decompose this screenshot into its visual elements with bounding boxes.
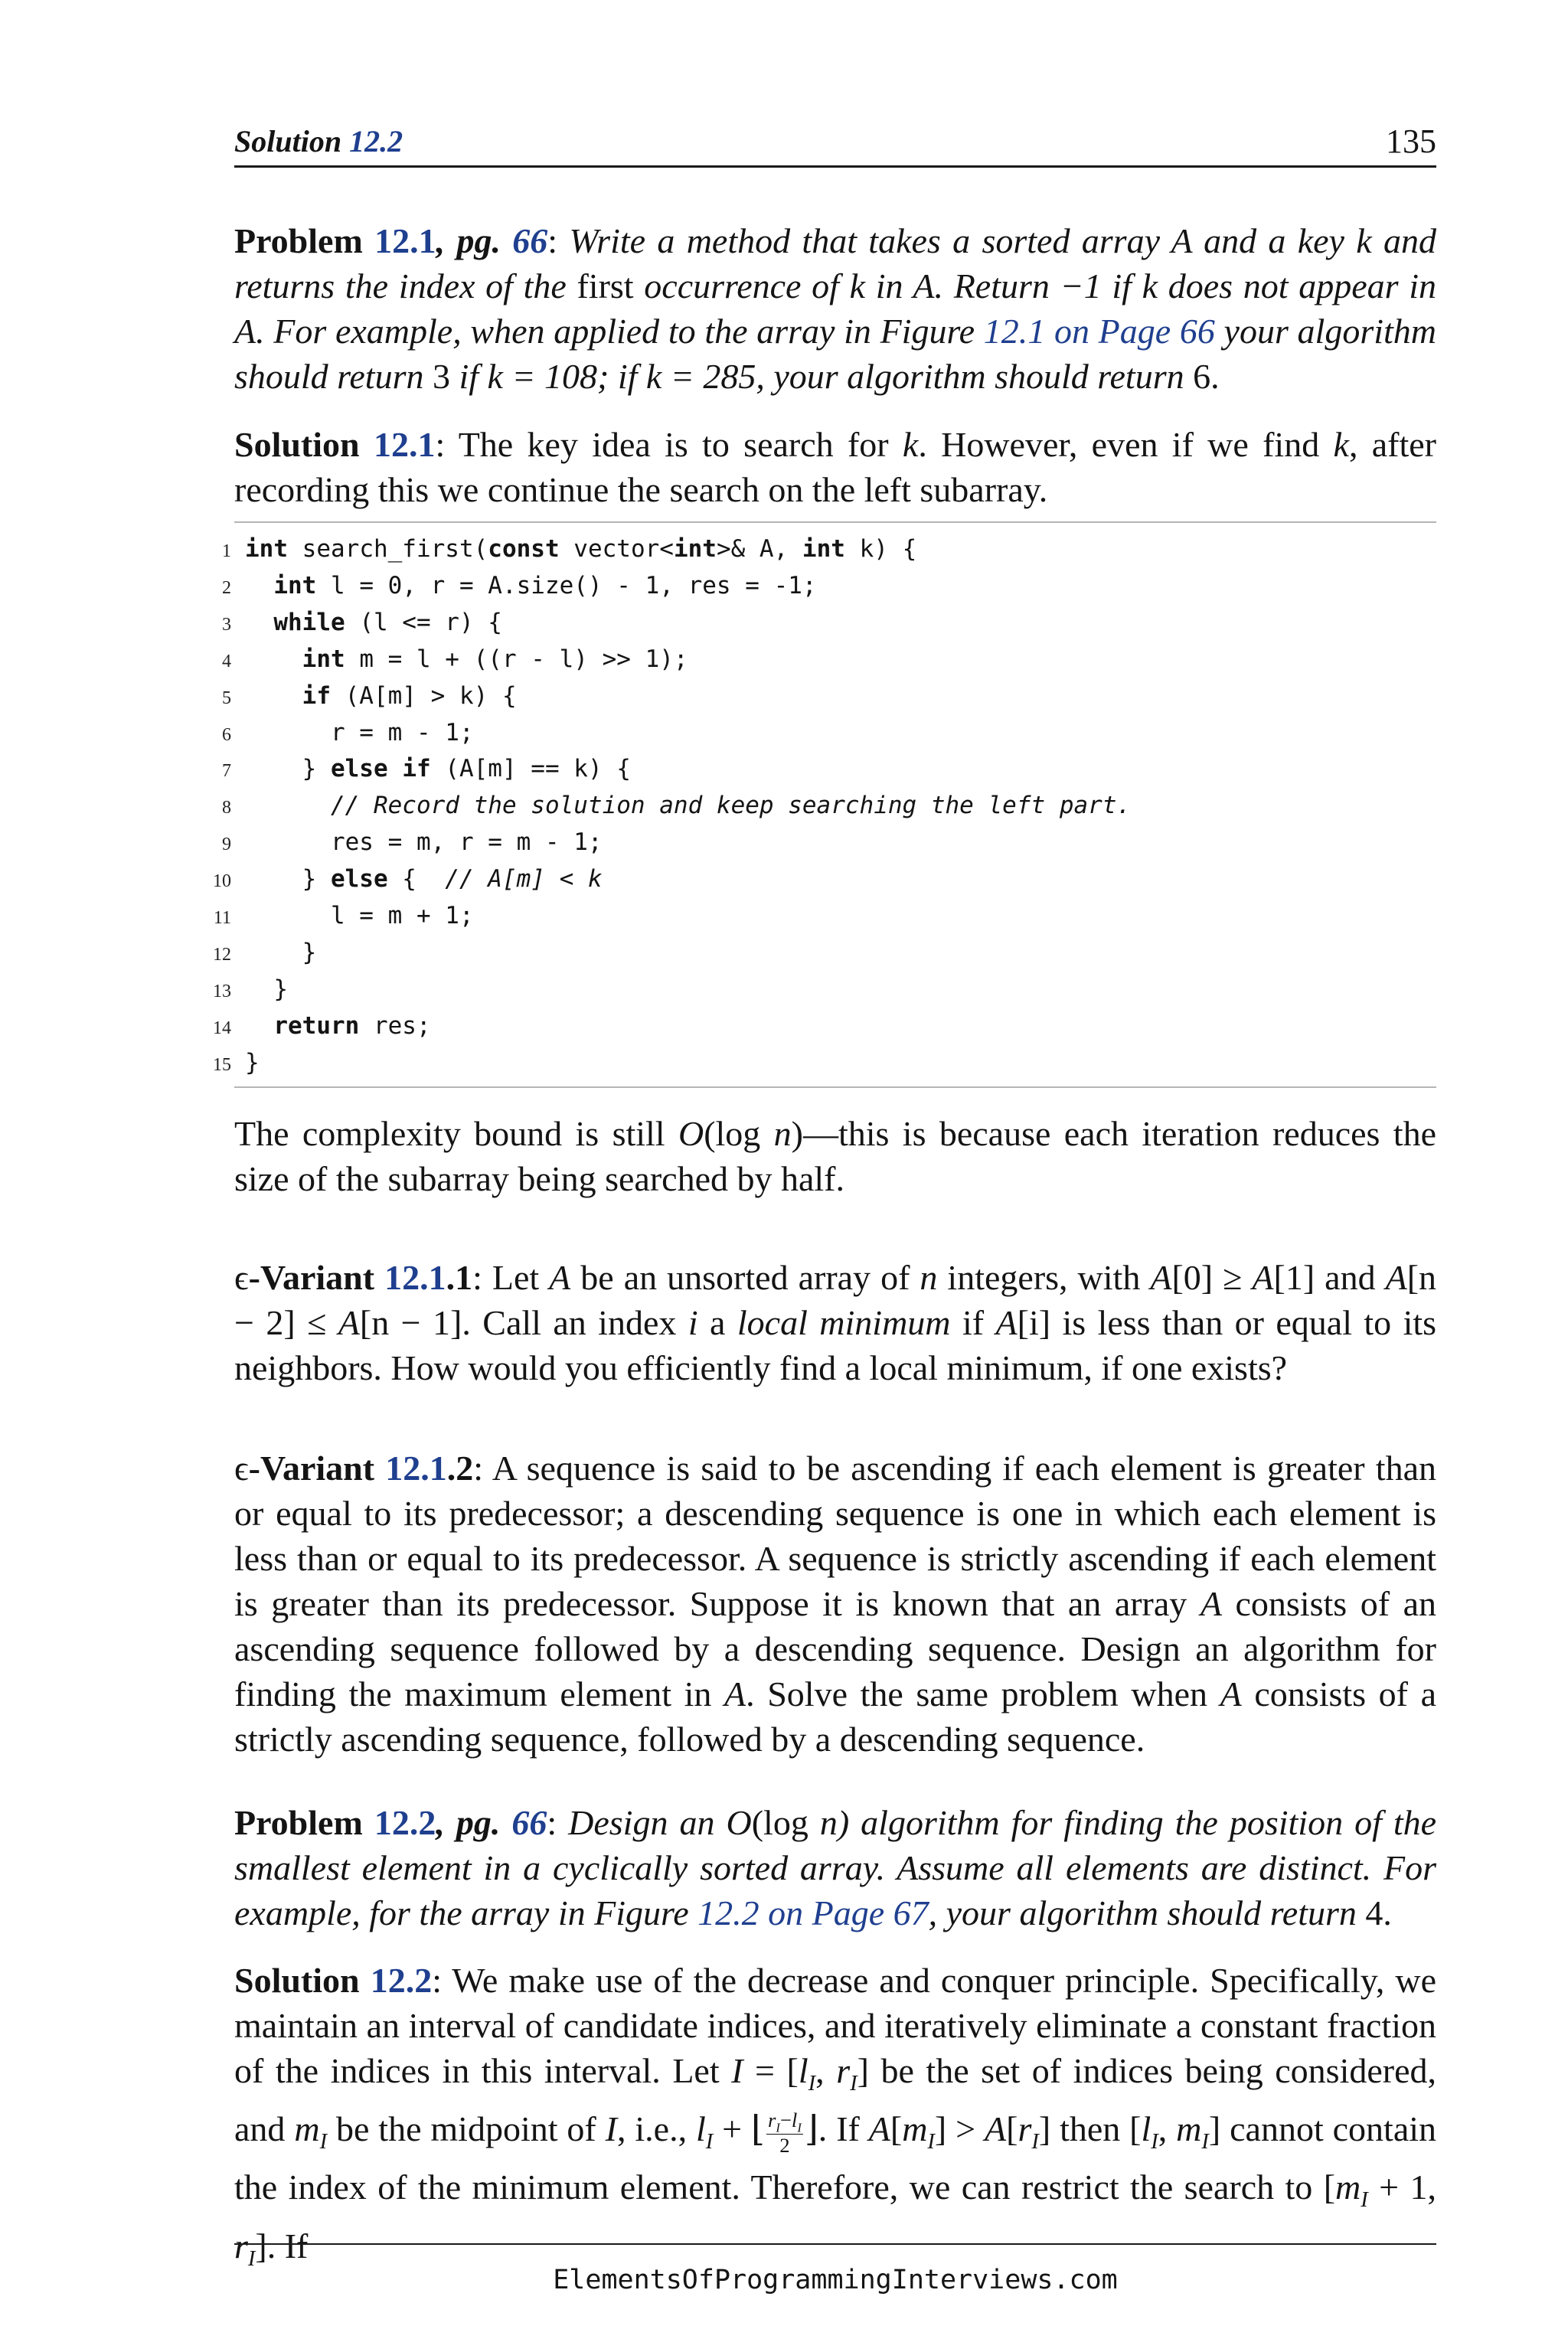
- code-line: [205, 865, 1436, 901]
- problem-label: Problem: [234, 1803, 363, 1842]
- line-number: 11: [213, 908, 231, 928]
- var-m: m: [902, 2109, 928, 2149]
- variant-text: integers, with: [947, 1258, 1141, 1297]
- variant-text: a: [710, 1303, 726, 1342]
- line-number: 6: [222, 724, 231, 745]
- var-a: A: [724, 1674, 746, 1713]
- variant-link[interactable]: 12.1: [385, 1449, 447, 1488]
- fraction-numerator: [766, 2109, 803, 2135]
- pg-link[interactable]: 66: [512, 221, 548, 260]
- problem-value: 4.: [1365, 1893, 1392, 1932]
- var-a: A: [338, 1303, 360, 1342]
- code-text: } else { // A[m] < k: [245, 865, 603, 893]
- var-a: A: [1252, 1258, 1274, 1297]
- var-n: n: [773, 1114, 792, 1153]
- solution-text: = [: [755, 2051, 799, 2090]
- variant-label: -Variant: [248, 1449, 375, 1488]
- problem-12-2: [234, 1800, 1436, 1936]
- code-line: [205, 1012, 1436, 1048]
- variant-text: Let: [492, 1258, 540, 1297]
- problem-text: if k = 108; if k = 285, your algorithm should return: [459, 357, 1184, 396]
- problem-link[interactable]: 12.1: [374, 221, 436, 260]
- pg-label: , pg.: [436, 221, 501, 260]
- sub-I: I: [705, 2130, 714, 2154]
- var-I: I: [605, 2109, 617, 2149]
- solution-text: [: [1006, 2109, 1018, 2149]
- code-listing: [205, 521, 1436, 1088]
- solution-link[interactable]: 12.1: [373, 425, 436, 464]
- fraction-denominator: 2: [779, 2134, 790, 2158]
- var-n: n: [920, 1258, 938, 1297]
- code-line: [205, 572, 1436, 608]
- variant-text: . Solve the same problem when: [746, 1674, 1208, 1713]
- line-number: 9: [222, 835, 231, 855]
- line-number: 15: [213, 1054, 231, 1075]
- variant-subnumber: .1: [446, 1258, 473, 1297]
- variant-text: [0] ≥: [1171, 1258, 1243, 1297]
- colon: :: [473, 1449, 484, 1488]
- code-text: res = m, r = m - 1;: [245, 828, 603, 857]
- sub-I: I: [247, 2246, 256, 2271]
- sub-I: I: [1201, 2130, 1209, 2154]
- line-number: 1: [222, 541, 231, 561]
- variant-12-1-2: [234, 1446, 1436, 1762]
- solution-text: , i.e.,: [616, 2109, 688, 2149]
- comma: ,: [1158, 2109, 1168, 2149]
- var-r: r: [1018, 2109, 1032, 2149]
- code-line: [205, 755, 1436, 791]
- var-i: i: [688, 1303, 698, 1342]
- code-line: [205, 902, 1436, 938]
- big-o: O: [726, 1803, 752, 1842]
- line-number: 13: [213, 981, 231, 1001]
- solution-text: The key idea is to search for: [458, 425, 889, 464]
- variant-text: consists of an ascending sequence followed by a descending sequence. Design an algorithm for finding the maximum element in: [234, 1584, 1437, 1713]
- code-text: }: [245, 938, 317, 966]
- code-text: }: [245, 975, 288, 1003]
- solution-12-1: [234, 422, 1436, 512]
- sub-I: I: [1151, 2130, 1158, 2154]
- var-a: A: [995, 1303, 1018, 1342]
- variant-link[interactable]: 12.1: [384, 1258, 446, 1297]
- solution-text: , after recording this we continue the search on the left subarray.: [234, 425, 1436, 509]
- code-bottom-rule: [234, 1086, 1436, 1088]
- code-line: [205, 939, 1436, 975]
- frac-sub: I: [797, 2120, 802, 2135]
- var-a: A: [1200, 1584, 1222, 1623]
- code-text: return res;: [273, 1011, 431, 1040]
- var-l: l: [1141, 2109, 1152, 2149]
- var-a: A: [549, 1258, 571, 1297]
- code-line: [205, 975, 1436, 1011]
- var-a: A: [985, 2109, 1007, 2149]
- var-l: l: [798, 2051, 808, 2090]
- header-section: [234, 123, 403, 159]
- problem-text: occurrence of k in A. Return −1 if k does not appear in A. For example, when applied to the array in Figure: [234, 266, 1437, 351]
- solution-text: . However, even if we find: [918, 425, 1320, 464]
- var-a: A: [868, 2109, 890, 2149]
- code-text: } else if (A[m] == k) {: [245, 755, 631, 783]
- solution-text: ⌋. If: [804, 2109, 860, 2149]
- epsilon: ϵ: [234, 1449, 249, 1488]
- line-number: 14: [213, 1018, 231, 1038]
- code-line: [205, 609, 1436, 645]
- problem-value: 6.: [1193, 357, 1220, 396]
- solution-label: Solution: [234, 1961, 360, 2000]
- var-m: m: [1176, 2109, 1202, 2149]
- var-r: r: [836, 2051, 851, 2090]
- sub-I: I: [808, 2072, 816, 2096]
- problem-12-1: [234, 218, 1436, 399]
- frac-l: l: [791, 2108, 798, 2132]
- colon: :: [547, 221, 558, 260]
- complexity-text: )—this is because each iteration reduces the size of the subarray being searched by half.: [234, 1114, 1436, 1198]
- code-line: [205, 792, 1436, 828]
- solution-text: ] >: [934, 2109, 976, 2149]
- code-line: [205, 828, 1436, 864]
- sub-I: I: [1031, 2130, 1039, 2154]
- code-text: }: [245, 1048, 260, 1076]
- colon: :: [472, 1258, 482, 1297]
- solution-text: + 1,: [1379, 2167, 1436, 2207]
- footer-rule: [234, 2243, 1436, 2245]
- colon: :: [547, 1803, 557, 1842]
- var-n: n: [819, 1803, 838, 1842]
- var-I: I: [731, 2051, 743, 2090]
- var-a: A: [1385, 1258, 1407, 1297]
- epsilon: ϵ: [234, 1258, 249, 1297]
- running-header: [234, 122, 1436, 168]
- pg-label: , pg.: [436, 1803, 501, 1842]
- code-line: [205, 1049, 1436, 1085]
- var-k: k: [902, 425, 919, 464]
- solution-text: ]. If: [255, 2226, 309, 2265]
- problem-text: ) algorithm for finding the position of the smallest element in a cyclically sorted array. Assume all elements are distinct. For example, for the array in Figure: [234, 1803, 1437, 1932]
- fraction: [766, 2109, 803, 2157]
- sub-I: I: [319, 2130, 328, 2154]
- variant-text: [1] and: [1273, 1258, 1376, 1297]
- problem-link[interactable]: 12.2: [374, 1803, 436, 1842]
- var-l: l: [695, 2109, 706, 2149]
- log: (log: [751, 1803, 808, 1842]
- header-section-label: Solution: [234, 124, 342, 158]
- code-line: [205, 645, 1436, 681]
- variant-text: [n − 2] ≤: [234, 1258, 1437, 1342]
- line-number: 8: [222, 798, 231, 818]
- variant-text: consists of a strictly ascending sequence, followed by a descending sequence.: [234, 1674, 1437, 1759]
- big-o: O: [678, 1114, 704, 1153]
- figure-link[interactable]: 12.2 on Page 67: [697, 1893, 929, 1932]
- solution-text: ] cannot contain the index of the minimum element. Therefore, we can restrict the search to [: [234, 2109, 1437, 2207]
- variant-subnumber: .2: [446, 1449, 474, 1488]
- sub-I: I: [1361, 2188, 1368, 2213]
- line-number: 10: [213, 871, 231, 892]
- line-number: 5: [222, 688, 231, 708]
- var-r: r: [234, 2226, 248, 2265]
- problem-text: your algorithm should return: [234, 312, 1436, 396]
- code-text: if (A[m] > k) {: [302, 681, 517, 710]
- var-m: m: [294, 2109, 320, 2149]
- code-line: [205, 719, 1436, 755]
- code-line: [205, 535, 1436, 571]
- code-top-rule: [234, 521, 1436, 523]
- frac-sub: I: [776, 2120, 780, 2135]
- frac-r: r: [767, 2108, 776, 2132]
- code-text: l = m + 1;: [245, 902, 474, 929]
- pg-link[interactable]: 66: [511, 1803, 547, 1842]
- code-text: int m = l + ((r - l) >> 1);: [302, 645, 688, 673]
- problem-text-first: first: [577, 266, 634, 305]
- log: (log: [704, 1114, 761, 1153]
- solution-text: [: [890, 2109, 903, 2149]
- problem-label: Problem: [234, 221, 363, 260]
- code-text: while (l <= r) {: [273, 608, 502, 636]
- var-a: A: [1150, 1258, 1172, 1297]
- page-number: 135: [1386, 122, 1436, 160]
- colon: :: [435, 425, 446, 464]
- line-number: 3: [222, 614, 231, 635]
- header-section-link[interactable]: 12.2: [349, 124, 403, 158]
- colon: :: [432, 1961, 442, 2000]
- line-number: 2: [222, 577, 231, 598]
- variant-label: -Variant: [248, 1258, 375, 1297]
- var-m: m: [1335, 2167, 1361, 2207]
- code-line: [205, 682, 1436, 718]
- problem-text: Design an: [568, 1803, 715, 1842]
- problem-value: 3: [432, 357, 450, 396]
- code-text: int l = 0, r = A.size() - 1, res = -1;: [273, 571, 817, 599]
- sub-I: I: [850, 2072, 858, 2096]
- sub-I: I: [927, 2130, 935, 2154]
- problem-text: Write a method that takes a sorted array A and a key k and returns the index of the: [234, 221, 1437, 305]
- solution-text: We make use of the decrease and conquer principle. Specifically, we maintain an interval of candidate indices, and iteratively eliminate a constant fraction of the indices in this interval. Let: [234, 1961, 1437, 2090]
- variant-text: be an unsorted array of: [580, 1258, 910, 1297]
- solution-12-2: [234, 1958, 1436, 2282]
- problem-text: , your algorithm should return: [928, 1893, 1357, 1932]
- line-number: 7: [222, 761, 231, 782]
- variant-text: [n − 1]. Call an index: [359, 1303, 677, 1342]
- var-k: k: [1333, 425, 1349, 464]
- complexity-text: The complexity bound is still: [234, 1114, 665, 1153]
- code-text: r = m - 1;: [245, 718, 474, 746]
- footer-site[interactable]: ElementsOfProgrammingInterviews.com: [553, 2265, 1118, 2295]
- line-number: 4: [222, 651, 231, 671]
- solution-text: ] then [: [1038, 2109, 1142, 2149]
- line-number: 12: [213, 944, 231, 965]
- variant-text: if: [962, 1303, 985, 1342]
- variant-12-1-1: [234, 1255, 1436, 1390]
- solution-label: Solution: [234, 425, 360, 464]
- complexity-paragraph: [234, 1111, 1436, 1201]
- solution-text: + ⌊: [722, 2109, 765, 2149]
- code-text: // Record the solution and keep searching the left part.: [330, 792, 1132, 820]
- var-a: A: [1220, 1674, 1242, 1713]
- figure-link[interactable]: 12.1 on Page 66: [983, 312, 1215, 351]
- comma: ,: [815, 2051, 825, 2090]
- solution-text: ] be the set of indices being considered, and: [234, 2051, 1437, 2149]
- variant-text: [i] is less than or equal to its neighbors. How would you efficiently find a local minimum, if one exists?: [234, 1303, 1437, 1387]
- variant-text: A sequence is said to be ascending if each element is greater than or equal to its predecessor; a descending sequence is one in which each element is less than or equal to its predecessor. A sequence is strictly ascending if each element is greater than its predecessor. Suppose it is known that an array: [234, 1449, 1436, 1623]
- solution-link[interactable]: 12.2: [370, 1961, 433, 2000]
- solution-text: be the midpoint of: [335, 2109, 596, 2149]
- local-minimum-term: local minimum: [737, 1303, 951, 1342]
- code-text: int search_first(const vector<int>& A, int k) {: [245, 535, 917, 563]
- frac-minus: −: [779, 2108, 792, 2132]
